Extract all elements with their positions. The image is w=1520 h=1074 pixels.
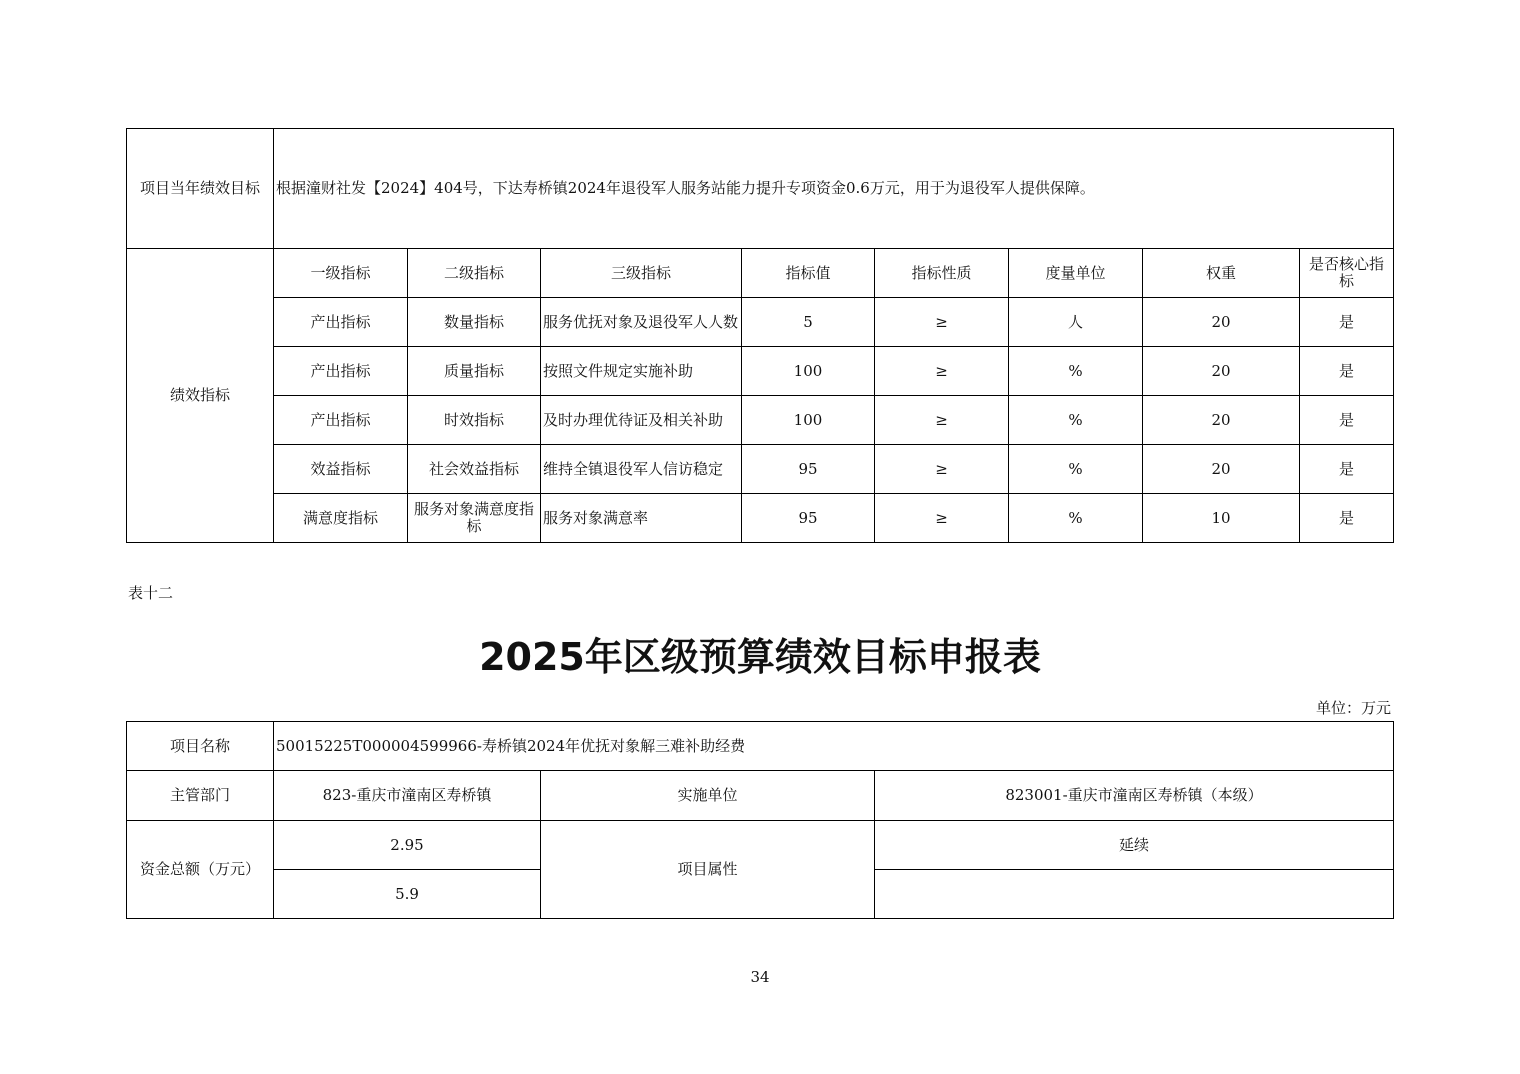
core-cell: 是: [1300, 298, 1394, 347]
value-cell: 95: [742, 445, 875, 494]
table-row: [127, 347, 1394, 396]
impl-value: 823001-重庆市潼南区寿桥镇（本级）: [875, 771, 1394, 821]
nature-cell: ≥: [875, 445, 1009, 494]
level2-cell: 质量指标: [408, 347, 541, 396]
goal-row: [127, 129, 1394, 249]
header-cell: 度量单位: [1009, 249, 1143, 298]
impl-label: 实施单位: [541, 771, 875, 821]
core-cell: 是: [1300, 347, 1394, 396]
project-info-table: [126, 721, 1394, 919]
attr-empty: [875, 870, 1394, 919]
fund-row: [127, 821, 1394, 870]
fund-label: 资金总额（万元）: [127, 821, 274, 919]
level3-cell: 服务对象满意率: [541, 494, 742, 543]
weight-cell: 20: [1143, 298, 1300, 347]
value-cell: 100: [742, 347, 875, 396]
header-cell: 指标值: [742, 249, 875, 298]
unit-label: 单位：万元: [1315, 699, 1391, 717]
level3-cell: 及时办理优待证及相关补助: [541, 396, 742, 445]
indicator-header-row: [127, 249, 1394, 298]
level1-cell: 产出指标: [274, 347, 408, 396]
department-row: [127, 771, 1394, 821]
fund-value-1: 2.95: [274, 821, 541, 870]
core-cell: 是: [1300, 396, 1394, 445]
level1-cell: 效益指标: [274, 445, 408, 494]
header-cell: 权重: [1143, 249, 1300, 298]
table-row: [127, 298, 1394, 347]
level3-cell: 服务优抚对象及退役军人人数: [541, 298, 742, 347]
page-title: 2025年区级预算绩效目标申报表: [479, 635, 1041, 679]
nature-cell: ≥: [875, 396, 1009, 445]
unit-cell: %: [1009, 347, 1143, 396]
header-cell: 指标性质: [875, 249, 1009, 298]
goal-label: 项目当年绩效目标: [127, 129, 274, 249]
header-cell: 二级指标: [408, 249, 541, 298]
core-cell: 是: [1300, 445, 1394, 494]
project-name-value: 50015225T000004599966-寿桥镇2024年优抚对象解三难补助经费: [274, 722, 1394, 771]
value-cell: 5: [742, 298, 875, 347]
unit-cell: %: [1009, 396, 1143, 445]
attr-label: 项目属性: [541, 821, 875, 919]
nature-cell: ≥: [875, 347, 1009, 396]
dept-value: 823-重庆市潼南区寿桥镇: [274, 771, 541, 821]
table-row: [127, 396, 1394, 445]
weight-cell: 20: [1143, 396, 1300, 445]
value-cell: 100: [742, 396, 875, 445]
unit-cell: 人: [1009, 298, 1143, 347]
level1-cell: 满意度指标: [274, 494, 408, 543]
table-row: [127, 494, 1394, 543]
level1-cell: 产出指标: [274, 298, 408, 347]
header-cell: 是否核心指标: [1300, 249, 1394, 298]
weight-cell: 10: [1143, 494, 1300, 543]
level1-cell: 产出指标: [274, 396, 408, 445]
level2-cell: 时效指标: [408, 396, 541, 445]
project-name-row: [127, 722, 1394, 771]
fund-value-2: 5.9: [274, 870, 541, 919]
header-cell: 三级指标: [541, 249, 742, 298]
unit-cell: %: [1009, 494, 1143, 543]
page-number: 34: [750, 968, 770, 986]
dept-label: 主管部门: [127, 771, 274, 821]
weight-cell: 20: [1143, 445, 1300, 494]
performance-indicator-table: [126, 128, 1394, 543]
header-cell: 一级指标: [274, 249, 408, 298]
level2-cell: 社会效益指标: [408, 445, 541, 494]
attr-value: 延续: [875, 821, 1394, 870]
value-cell: 95: [742, 494, 875, 543]
core-cell: 是: [1300, 494, 1394, 543]
unit-cell: %: [1009, 445, 1143, 494]
level2-cell: 数量指标: [408, 298, 541, 347]
project-name-label: 项目名称: [127, 722, 274, 771]
nature-cell: ≥: [875, 298, 1009, 347]
table-row: [127, 445, 1394, 494]
table-number-label: 表十二: [128, 584, 174, 602]
level2-cell: 服务对象满意度指标: [408, 494, 541, 543]
level3-cell: 维持全镇退役军人信访稳定: [541, 445, 742, 494]
weight-cell: 20: [1143, 347, 1300, 396]
nature-cell: ≥: [875, 494, 1009, 543]
level3-cell: 按照文件规定实施补助: [541, 347, 742, 396]
goal-text: 根据潼财社发【2024】404号，下达寿桥镇2024年退役军人服务站能力提升专项资金0.6万元，用于为退役军人提供保障。: [274, 129, 1394, 249]
indicators-label: 绩效指标: [127, 249, 274, 543]
